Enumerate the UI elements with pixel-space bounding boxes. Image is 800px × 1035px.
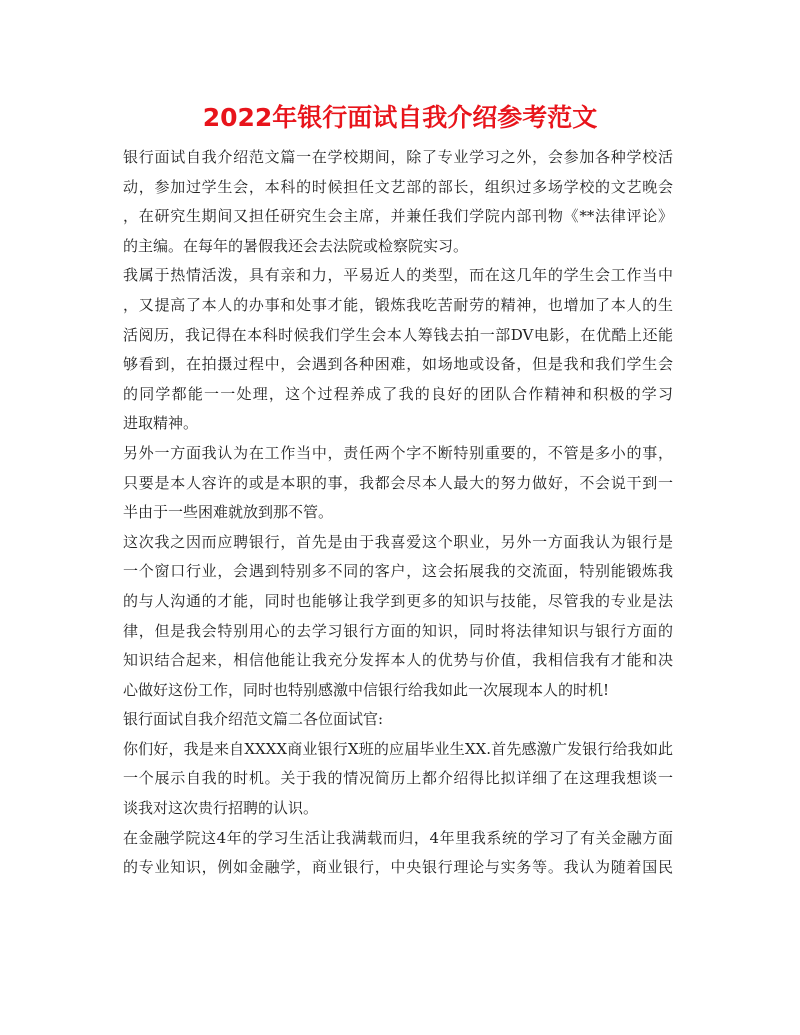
body-line: 动，参加过学生会，本科的时候担任文艺部的部长，组织过多场学校的文艺晚会	[123, 177, 673, 196]
body-line: 律，但是我会特别用心的去学习银行方面的知识，同时将法律知识与银行方面的	[123, 621, 673, 640]
body-line: 的主编。在每年的暑假我还会去法院或检察院实习。	[123, 236, 469, 255]
body-line: 你们好，我是来自XXXX商业银行X班的应届毕业生XX.首先感激广发银行给我如此	[123, 739, 673, 758]
body-line: 的专业知识，例如金融学，商业银行，中央银行理论与实务等。我认为随着国民	[123, 858, 673, 877]
body-line: 一个展示自我的时机。关于我的情况简历上都介绍得比拟详细了在这理我想谈一	[123, 769, 673, 788]
body-line: 这次我之因而应聘银行，首先是由于我喜爱这个职业，另外一方面我认为银行是	[123, 532, 673, 551]
body-line: 谈我对这次贵行招聘的认识。	[123, 799, 319, 818]
body-line: 只要是本人容许的或是本职的事，我都会尽本人最大的努力做好，不会说干到一	[123, 473, 673, 492]
body-line: 进取精神。	[123, 414, 199, 433]
body-line: ，在研究生期间又担任研究生会主席，并兼任我们学院内部刊物《**法律评论》	[123, 207, 673, 226]
body-line: 半由于一些困难就放到那不管。	[123, 503, 334, 522]
document-title: 2022年银行面试自我介绍参考范文	[202, 103, 598, 132]
body-line: 心做好这份工作，同时也特别感激中信银行给我如此一次展现本人的时机!	[123, 680, 610, 699]
body-line: 银行面试自我介绍范文篇二各位面试官:	[123, 710, 384, 729]
body-line: 我属于热情活泼，具有亲和力，平易近人的类型，而在这几年的学生会工作当中	[123, 266, 673, 285]
body-line: 的同学都能一一处理，这个过程养成了我的良好的团队合作精神和积极的学习	[123, 384, 673, 403]
body-line: 银行面试自我介绍范文篇一在学校期间，除了专业学习之外，会参加各种学校活	[123, 148, 673, 166]
body-line: 在金融学院这4年的学习生活让我满载而归，4年里我系统的学习了有关金融方面	[123, 828, 673, 847]
body-line: 一个窗口行业，会遇到特别多不同的客户，这会拓展我的交流面，特别能锻炼我	[123, 562, 673, 581]
document-body	[123, 143, 673, 883]
body-line: 够看到，在拍摄过程中，会遇到各种困难，如场地或设备，但是我和我们学生会	[123, 355, 673, 374]
body-line: 活阅历，我记得在本科时候我们学生会本人筹钱去拍一部DV电影，在优酷上还能	[123, 325, 673, 344]
body-line: 的与人沟通的才能，同时也能够让我学到更多的知识与技能，尽管我的专业是法	[123, 591, 673, 610]
body-line: 知识结合起来，相信他能让我充分发挥本人的优势与价值，我相信我有才能和决	[123, 651, 673, 670]
body-line: ，又提高了本人的办事和处事才能，锻炼我吃苦耐劳的精神，也增加了本人的生	[123, 295, 673, 314]
body-line: 另外一方面我认为在工作当中，责任两个字不断特别重要的，不管是多小的事，	[123, 443, 673, 462]
